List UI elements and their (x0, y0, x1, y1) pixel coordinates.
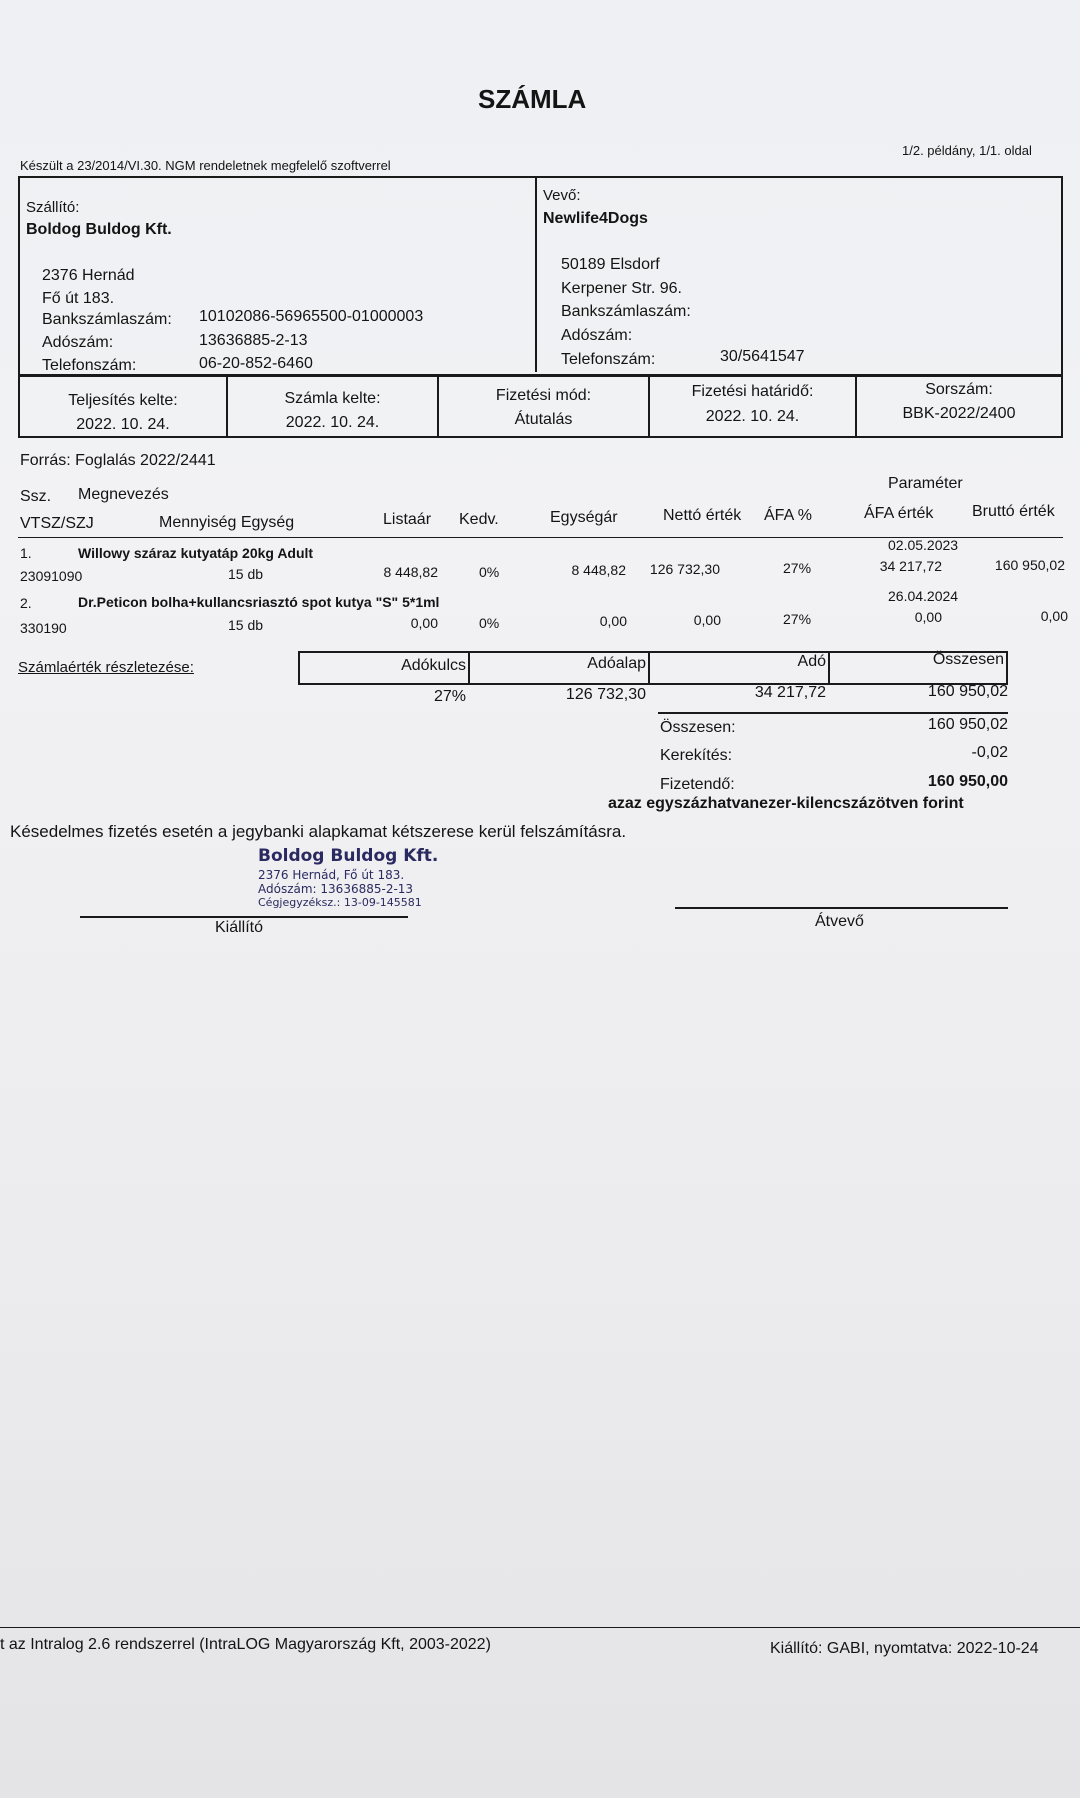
vat-row-rate: 27% (433, 688, 466, 705)
vat-header-total: Összesen (932, 651, 1004, 668)
buyer-name: Newlife4Dogs (543, 210, 648, 227)
item-1-net: 126 732,30 (649, 561, 720, 577)
vat-header-tax: Adó (797, 653, 826, 670)
col-vat-pct: ÁFA % (764, 507, 813, 524)
col-vat-val: ÁFA érték (864, 505, 934, 522)
item-2-vat-val: 0,00 (914, 609, 942, 625)
item-2-net: 0,00 (693, 612, 721, 628)
buyer-tax-label: Adószám: (561, 327, 633, 344)
col-list-price: Listaár (383, 511, 432, 528)
col-unit-price: Egységár (550, 509, 618, 526)
col-vtsz: VTSZ/SZJ (20, 515, 94, 532)
due-date-label: Fizetési határidő: (691, 383, 814, 400)
invoice-date-value: 2022. 10. 24. (285, 414, 380, 431)
receiver-label: Átvevő (815, 913, 864, 930)
stamp-tax: Adószám: 13636885-2-13 (258, 882, 414, 896)
issuer-label: Kiállító (215, 919, 264, 936)
stamp-company-name: Boldog Buldog Kft. (258, 846, 439, 866)
vat-header-base: Adóalap (587, 655, 646, 672)
stamp-address: 2376 Hernád, Fő út 183. (258, 868, 405, 882)
supplier-bank-value: 10102086-56965500-01000003 (199, 308, 424, 325)
payment-method-label: Fizetési mód: (495, 387, 592, 404)
total-label: Összesen: (660, 719, 736, 736)
late-payment-note: Késedelmes fizetés esetén a jegybanki alapkamat kétszerese kerül felszámításra. (10, 822, 627, 841)
supplier-zip-city: 2376 Hernád (42, 267, 135, 284)
receiver-signature-line (675, 907, 1008, 909)
completion-date-value: 2022. 10. 24. (76, 416, 170, 433)
col-param: Paraméter (888, 475, 963, 492)
item-1-vat-pct: 27% (783, 560, 812, 576)
item-2-gross: 0,00 (1040, 608, 1068, 624)
serial-number-label: Sorszám: (925, 381, 993, 398)
item-2-vat-pct: 27% (783, 611, 812, 627)
buyer-phone-label: Telefonszám: (561, 351, 656, 368)
col-qty-unit: Mennyiség Egység (159, 514, 295, 531)
vat-row-total: 160 950,02 (927, 683, 1008, 700)
completion-date-label: Teljesítés kelte: (68, 392, 178, 409)
item-1-num: 1. (20, 545, 32, 561)
item-1-vat-val: 34 217,72 (879, 558, 942, 574)
copy-page-info: 1/2. példány, 1/1. oldal (902, 143, 1032, 158)
item-1-list-price: 8 448,82 (383, 564, 438, 580)
vat-row-tax: 34 217,72 (754, 684, 826, 701)
item-2-list-price: 0,00 (410, 615, 438, 631)
supplier-tax-label: Adószám: (42, 334, 114, 351)
payable-value: 160 950,00 (927, 773, 1008, 790)
item-1-qty: 15 db (228, 566, 264, 582)
vat-row-base: 126 732,30 (565, 686, 646, 703)
software-note: Készült a 23/2014/VI.30. NGM rendeletnek megfelelő szoftverrel (20, 158, 391, 173)
buyer-label: Vevő: (543, 187, 581, 204)
item-2-param: 26.04.2024 (888, 588, 959, 604)
col-name: Megnevezés (78, 486, 169, 503)
invoice-title: SZÁMLA (478, 84, 587, 114)
stamp-registration: Cégjegyzéksz.: 13-09-145581 (258, 896, 422, 909)
col-discount: Kedv. (459, 511, 499, 528)
invoice-date-label: Számla kelte: (284, 390, 381, 407)
item-1-gross: 160 950,02 (994, 557, 1065, 573)
item-1-name: Willowy száraz kutyatáp 20kg Adult (78, 545, 314, 561)
buyer-phone-value: 30/5641547 (720, 348, 805, 365)
col-gross: Bruttó érték (972, 503, 1055, 520)
vat-header-rate: Adókulcs (401, 657, 466, 674)
item-2-discount: 0% (479, 615, 500, 631)
due-date-value: 2022. 10. 24. (705, 408, 800, 425)
supplier-street: Fő út 183. (42, 290, 115, 307)
buyer-zip-city: 50189 Elsdorf (561, 256, 660, 273)
supplier-phone-value: 06-20-852-6460 (199, 355, 313, 372)
footer-rule (0, 1627, 1080, 1628)
rounding-value: -0,02 (971, 744, 1008, 761)
rounding-label: Kerekítés: (660, 747, 733, 764)
footer-printed: Kiállító: GABI, nyomtatva: 2022-10-24 (770, 1640, 1039, 1657)
col-net: Nettó érték (663, 507, 742, 524)
footer-software: t az Intralog 2.6 rendszerrel (IntraLOG Magyarország Kft, 2003-2022) (0, 1636, 491, 1653)
item-2-unit-price: 0,00 (599, 613, 627, 629)
serial-number-value: BBK-2022/2400 (902, 405, 1016, 422)
issuer-signature-line (80, 916, 408, 918)
item-2-num: 2. (20, 595, 32, 611)
supplier-bank-label: Bankszámlaszám: (42, 311, 172, 328)
item-1-code: 23091090 (20, 568, 83, 584)
item-1-discount: 0% (479, 564, 500, 580)
payable-label: Fizetendő: (660, 776, 735, 793)
summary-rule (658, 712, 1008, 714)
payment-method-value: Átutalás (514, 411, 573, 428)
item-2-name: Dr.Peticon bolha+kullancsriasztó spot kutya "S" 5*1ml (78, 594, 440, 610)
summary-label: Számlaérték részletezése: (18, 659, 194, 676)
buyer-street: Kerpener Str. 96. (561, 280, 682, 297)
amount-in-words: azaz egyszázhatvanezer-kilencszázötven forint (608, 795, 964, 812)
parties-divider (535, 176, 537, 372)
total-value: 160 950,02 (927, 716, 1008, 733)
supplier-phone-label: Telefonszám: (42, 357, 137, 374)
item-2-code: 330190 (20, 620, 67, 636)
supplier-name: Boldog Buldog Kft. (26, 221, 172, 238)
item-1-param: 02.05.2023 (888, 537, 959, 553)
item-2-qty: 15 db (228, 617, 264, 633)
supplier-label: Szállító: (26, 199, 80, 216)
item-1-unit-price: 8 448,82 (571, 562, 626, 578)
parties-box (18, 176, 1063, 376)
buyer-bank-label: Bankszámlaszám: (561, 303, 691, 320)
source-booking: Forrás: Foglalás 2022/2441 (20, 452, 216, 469)
col-ssz: Ssz. (20, 488, 52, 505)
supplier-tax-value: 13636885-2-13 (199, 332, 308, 349)
